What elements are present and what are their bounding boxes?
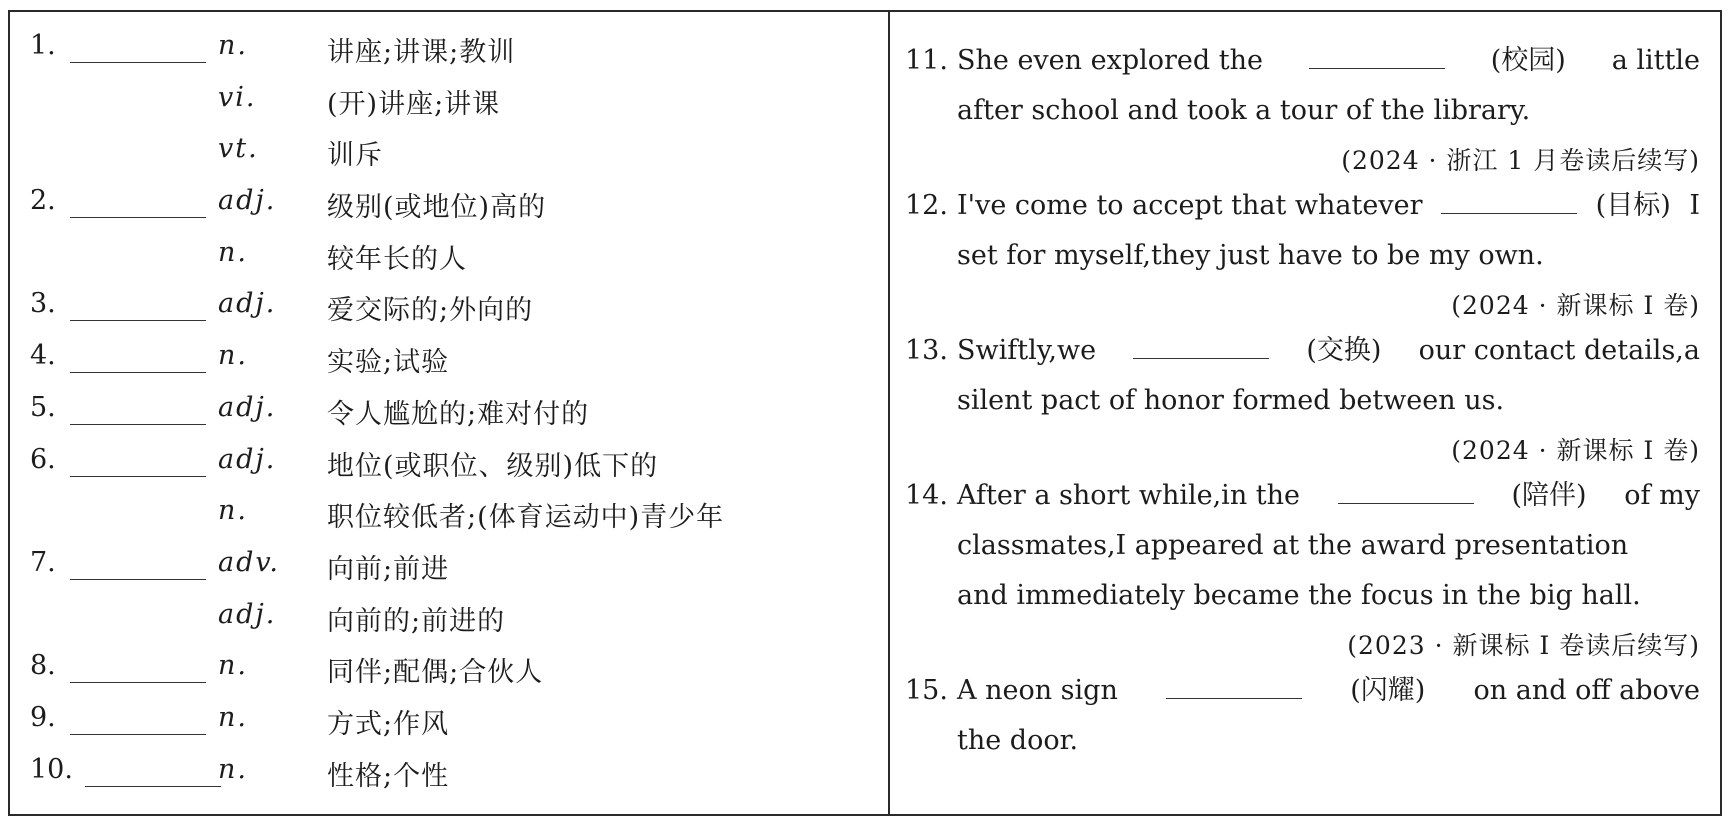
question-number: 14. [905,480,948,511]
sentence-text: A neon sign [957,675,1118,706]
sentence-text: set for myself,they just have to be my own. [957,240,1544,271]
vocab-row [30,22,880,74]
question-number: 11. [905,45,948,76]
chinese-meaning: 向前的;前进的 [327,605,506,637]
question-number: 12. [905,190,948,221]
sentence-text: a little [1611,45,1700,76]
chinese-meaning: 性格;个性 [327,760,450,792]
answer-blank[interactable] [85,746,221,787]
vocab-row [30,332,880,384]
source-citation: (2023 · 新课标 Ⅰ 卷读后续写) [1347,631,1700,660]
part-of-speech: vt. [218,133,259,165]
chinese-meaning: 较年长的人 [327,243,467,275]
part-of-speech: adj. [218,598,277,630]
vocab-row [30,436,880,488]
chinese-meaning: 级别(或地位)高的 [327,192,547,224]
sentence-text: and immediately became the focus in the big hall. [957,580,1641,611]
item-number: 5. [30,391,56,423]
chinese-meaning: 训斥 [327,140,383,172]
item-number: 9. [30,701,56,733]
sentence-text: She even explored the [957,45,1263,76]
item-number: 8. [30,650,56,682]
answer-blank[interactable] [1338,471,1474,504]
answer-blank[interactable] [70,384,206,425]
item-number: 3. [30,288,56,320]
chinese-meaning: 向前;前进 [327,553,450,585]
chinese-meaning: 地位(或职位、级别)低下的 [327,450,659,482]
vocab-row [30,746,880,798]
chinese-meaning: 职位较低者;(体育运动中)青少年 [327,502,725,534]
part-of-speech: adv. [218,546,281,578]
vocab-row [30,280,880,332]
vocabulary-list [30,22,880,797]
part-of-speech: n. [218,753,248,785]
chinese-meaning: 爱交际的;外向的 [327,295,534,327]
vocab-row [30,74,880,126]
part-of-speech: n. [218,701,248,733]
item-number: 1. [30,30,56,61]
sentence-text: I've come to accept that whatever [957,190,1423,221]
sentence-text: After a short while,in the [957,480,1301,511]
item-number: 2. [30,185,56,217]
answer-blank[interactable] [70,22,206,63]
chinese-meaning: 令人尴尬的;难对付的 [327,398,590,430]
chinese-hint: (陪伴) [1511,480,1587,511]
item-number: 6. [30,443,56,475]
question-11 [905,36,1700,186]
question-14 [905,471,1700,671]
part-of-speech: n. [218,236,248,268]
item-number: 10. [30,753,73,785]
question-12 [905,181,1700,331]
sentence-exercises [905,36,1700,766]
answer-blank[interactable] [70,642,206,683]
sentence-text: our contact details,a [1418,335,1700,366]
answer-blank[interactable] [70,436,206,477]
sentence-text: Swiftly,we [957,335,1097,366]
chinese-hint: (交换) [1306,335,1382,366]
vocab-row [30,229,880,281]
source-citation: (2024 · 新课标 Ⅰ 卷) [1451,436,1700,465]
answer-blank[interactable] [70,177,206,218]
sentence-text: after school and took a tour of the library. [957,95,1531,126]
sentence-text: on and off above [1473,675,1700,706]
source-citation: (2024 · 浙江 1 月卷读后续写) [1341,146,1700,175]
part-of-speech: adj. [218,443,277,475]
chinese-meaning: 同伴;配偶;合伙人 [327,657,544,689]
chinese-meaning: 实验;试验 [327,347,450,379]
answer-blank[interactable] [1441,181,1577,214]
question-number: 15. [905,675,948,706]
answer-blank[interactable] [70,539,206,580]
chinese-hint: (闪耀) [1350,675,1426,706]
answer-blank[interactable] [70,280,206,321]
vocab-row [30,539,880,591]
vocab-row [30,384,880,436]
item-number: 7. [30,546,56,578]
sentence-text: of my [1624,480,1700,511]
chinese-meaning: 方式;作风 [327,708,450,740]
part-of-speech: adj. [218,391,277,423]
chinese-hint: (目标) [1595,190,1671,221]
vocab-row [30,177,880,229]
answer-blank[interactable] [1166,666,1302,699]
chinese-meaning: (开)讲座;讲课 [327,88,501,120]
vocab-row [30,694,880,746]
sentence-text: I [1689,190,1700,221]
part-of-speech: vi. [218,81,257,113]
chinese-meaning: 讲座;讲课;教训 [327,37,516,68]
source-citation: (2024 · 新课标 Ⅰ 卷) [1451,291,1700,320]
part-of-speech: n. [218,650,248,682]
question-15 [905,666,1700,766]
vocab-row [30,591,880,643]
answer-blank[interactable] [70,332,206,373]
column-divider [888,10,890,816]
question-13 [905,326,1700,476]
sentence-text: classmates,I appeared at the award presentation [957,530,1629,561]
vocab-row [30,642,880,694]
item-number: 4. [30,340,56,372]
question-number: 13. [905,335,948,366]
sentence-text: the door. [957,725,1079,756]
answer-blank[interactable] [1133,326,1269,359]
vocab-row [30,487,880,539]
part-of-speech: adj. [218,185,277,217]
part-of-speech: n. [218,30,248,61]
chinese-hint: (校园) [1490,45,1566,76]
part-of-speech: n. [218,495,248,527]
part-of-speech: n. [218,340,248,372]
part-of-speech: adj. [218,288,277,320]
sentence-text: silent pact of honor formed between us. [957,385,1505,416]
vocab-row [30,125,880,177]
answer-blank[interactable] [1309,36,1445,69]
answer-blank[interactable] [70,694,206,735]
